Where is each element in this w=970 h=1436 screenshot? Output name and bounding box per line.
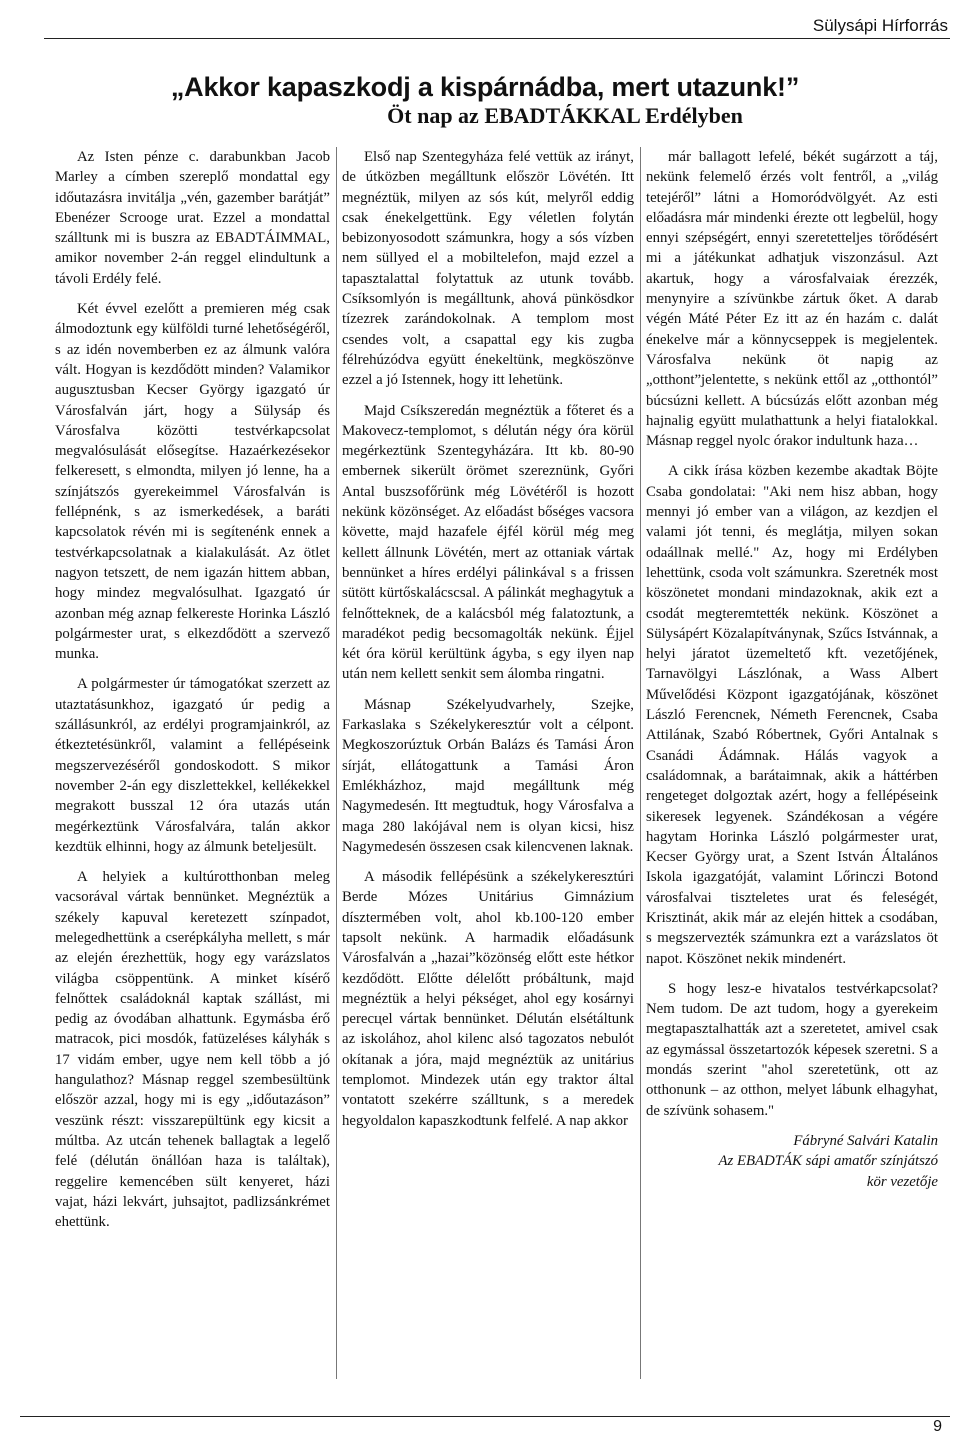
paragraph: Első nap Szentegyháza felé vettük az irányt, de útközben megálltunk először Lövétén. Itt megnéztük, milyen az sós kút, melyről eddig csak énekelgettünk. Egy véletlen folytán bebizonyosodott számunkra, hogy a sós vízben nem süllyed el a mobiltelefon, majd ezzel a tapasztalattal folytattuk az utunk tovább. Csíksomlyón is megálltunk, ahová pünkösdkor tízezrek zarándokolnak. A templom most csendes volt, a csapattal egy kis zugba félrehúzódva együtt énekeltünk, megköszönve ezzel a jó Istennek, hogy itt lehetünk. (342, 149, 634, 389)
paragraph: Az Isten pénze c. darabunkban Jacob Marley a címben szereplő mondattal egy időutazásra invitálja „vén, gazember barátját” Ebenézer Scrooge urat. Ezzel a mondattal szálltunk mi is buszra az EBADTÁIMMAL, amikor november 2-án reggel elindultunk a távoli Erdély felé. (55, 149, 330, 287)
paragraph: A polgármester úr támogatókat szerzett az utaztatásunkhoz, igazgató úr pedig a szállásunkról, az erdélyi programjainkról, az étkeztetésünkről, valamint a fellépéseink megszervezéséről gondoskodott. S mikor november 2-án egy diszlettekkel, kellékekkel megrakott busszal 12 óra utazás után megérkeztünk Városfalvára, talán akkor kezdtük elhinni, hogy az álmunk beteljesült. (55, 676, 330, 855)
running-title: Sülysápi Hírforrás (812, 16, 948, 35)
paragraph: A második fellépésünk a székelykeresztúri Berde Mózes Unitárius Gimnázium dísztermében volt, ahol kb.100-120 ember tapsolt nekünk. A harmadik előadásunk Városfalván a „hazai”közönség előtt este hétkor kezdődött. Előtte délelőtt próbáltunk, majd megnéztük a helyi pékséget, ahol egy kosárnyi perecцel vártak bennünket. Délután elsétáltunk az iskolához, ahol kilenc alsó tagozatos nebulót okítanak a jóra, majd megnéztük az unitárius templomot. Mindezek után egy traktor által vontatott szekérre szálltunk, s a meredek hegyoldalon kapaszkodtunk felfelé. A nap akkor (342, 869, 634, 1129)
column-divider (336, 147, 337, 1379)
paragraph: S hogy lesz-e hivatalos testvérkapcsolat? Nem tudom. De azt tudom, hogy a gyerekeim megtapasztalhatták azt a szeretetet, amivel csak az egymással összetartozók képesek szeretni. S a mondás szerint "ahol szeretetünk, ott az otthonunk – az otthon, melyet lábunk elhagyhat, de szívünk sohasem." (646, 980, 938, 1119)
header-rule (44, 38, 950, 39)
paragraph: Két évvel ezelőtt a premieren még csak álmodoztunk egy külföldi turné lehetőségéről, s az idén novemberben ez az álmunk valóra vált. Hogyan is kezdődött minden? Valamikor augusztusban Kecser György igazgató úr Városfalván járt, hogy a Sülysáp és Városfalva közötti testvérkapcsolat megvalósulását elősegítse. Hazaérkezésekor felkeresett, s elmondta, milyen jó lenne, ha a színjátszós gyerekeimmel Városfalván is fellépnénk, s az ismerkedések, a baráti kapcsolatok révén mi is segítenénk ennek a testvérkapcsolatnak a kialakulását. Az ötlet nagyon tetszett, de nem igazán hittem abban, hogy mindez megvalósulhat. Igazgató úr azonban még aznap felkereste Horinka László polgármester urat, s elkezdődött a szervező munka. (55, 301, 330, 663)
article-subtitle: Öt nap az EBADTÁKKAL Erdélyben (387, 103, 743, 128)
author-role-cont: kör vezetője (866, 1173, 938, 1190)
article-column-2 (342, 147, 634, 1141)
paragraph: Másnap Székelyudvarhely, Szejke, Farkaslaka s Székelykeresztúr volt a célpont. Megkoszorúztuk Orbán Balázs és Tamási Áron sírját, ellátogattunk a Tamási Áron Emlékházhoz, majd megálltunk még Nagymedesén. Itt megtudtuk, hogy Városfalva a maga 280 lakójával nem is olyan kicsi, hisz Nagymedesén összesen csak kilencvenen laknak. (342, 696, 634, 855)
paragraph: A helyiek a kultúrotthonban meleg vacsorával vártak bennünket. Megnéztük a székely kapuval keretezett színpadot, melegedhettünk a cserépkályha mellett, s már az elején érezhettük, hogy egy varázslatos világba csöppentünk. A minket kísérő felnőttek családoknál kaptak szállást, mi pedig az óvodában alhattunk. Egymásba érő matracok, pici mosdók, fatüzeléses kályhák s 17 vidám ember, ugye nem kell több a jó hangulathoz? Másnap reggel szembesültünk először azzal, hogy mi is egy „időutazáson” veszünk részt: visszarepültünk egy kicsit a múltba. Az utcán tehenek ballagtak a legelő felé (délután önállóan haza is találtak), reggelire kemencében sült kenyeret, házi vajat, házi lekvárt, juhsajtot, padlizsánkrémet ehettünk. (55, 869, 330, 1231)
author-name: Fábryné Salvári Katalin (793, 1132, 938, 1149)
author-role: Az EBADTÁK sápi amatőr színjátszó (718, 1153, 938, 1170)
article-title: „Akkor kapaszkodj a kispárnádba, mert utazunk!” (170, 72, 800, 102)
article-column-3 (646, 147, 938, 1192)
page-number: 9 (933, 1418, 942, 1435)
paragraph: Majd Csíkszeredán megnéztük a főteret és a Makovecz-templomot, s délután négy óra körül megérkeztünk Szentegyházára. Itt kb. 80-90 embernek sikerült örömet szereznünk, Győri Antal buszsofőrünk még Lövétéről is hozott nekünk közönséget. Az előadást bőséges vacsora követte, majd hazafele éjfél körül még meg kellett állnunk Lövétén, mert az ottaniak vártak bennünket a híres erdélyi pálinkával s a frissen sütött kürtőskalácscsal. A pálinkát meghagytuk a felnőtteknek, de a kalácsból még falatoztunk, a maradékot pedig becsomagolták nekünk. Éjjel két óra körül kerültünk ágyba, s egy ilyen nap után nem kellett senkit sem álomba ringatni. (342, 402, 634, 683)
column-divider (640, 147, 641, 1379)
article-column-1 (55, 147, 330, 1242)
footer-rule (20, 1416, 950, 1417)
paragraph: már ballagott lefelé, békét sugárzott a táj, nekünk felemelő érzés volt fentről, a „világ tetejéről” látni a Homoródvölgyét. Az esti előadásra már mindenki érezte ott legbelül, hogy ennyi szépségért, ennyi szeretetteljes törődésért mi a játékunkat adhatjuk viszonzásul. Azt akartuk, hogy a városfalvaiak érezzék, menynyire a szívünkbe zártuk őket. A darab végén Máté Péter Ez itt az én hazám c. dalát énekelve már a könnycseppek is megjelentek. Városfalva nekünk öt napig az „otthont”jelentette, s nekünk ettől az „otthontól” búcsúzni kellett. A búcsúzás előtt azonban még hajnalig együtt mulathattunk a helyi fiatalokkal. Másnap reggel nyolc órakor indultunk haza… (646, 149, 938, 450)
paragraph: A cikk írása közben kezembe akadtak Böjte Csaba gondolatai: "Aki nem hisz abban, hogy mennyi jó ember van a világon, az kezdjen el valami jót tenni, és meglátja, milyen sokan odaállnak mellé." Az, hogy mi Erdélyben lehettünk, csoda volt számunkra. Szeretnék most köszönetet mondani mindazoknak, akik ezt a csodát megteremtették nekünk. Köszönet a Sülysápért Közalapítványnak, Szűcs Istvánnak, a helyi járatot üzemeltető kft. vezetőjének, Tarnavölgyi Lászlónak, a Wass Albert Művelődési Központ igazgatójának, köszönet László Ferencnek, Németh Ferencnek, Csaba Attilának, Szabó Róbertnek, Győri Antalnak s Csanádi Ádámnak. Hálás vagyok a családomnak, a barátaimnak, akik a háttérben rengeteget dolgoztak azért, hogy a fellépéseink sikeresek legyenek. Szándékosan a végére hagytam Horinka László polgármester urat, Kecser György urat, a Szent István Általános Iskola igazgatóját, valamint Lőrinczi Botond városfalvai tiszteletes urat és feleségét, Krisztinát, akik már az elején hittek a csodában, s megszervezték számunkra ezt a varázslatos öt napot. Köszönet nekik mindenért. (646, 463, 938, 967)
